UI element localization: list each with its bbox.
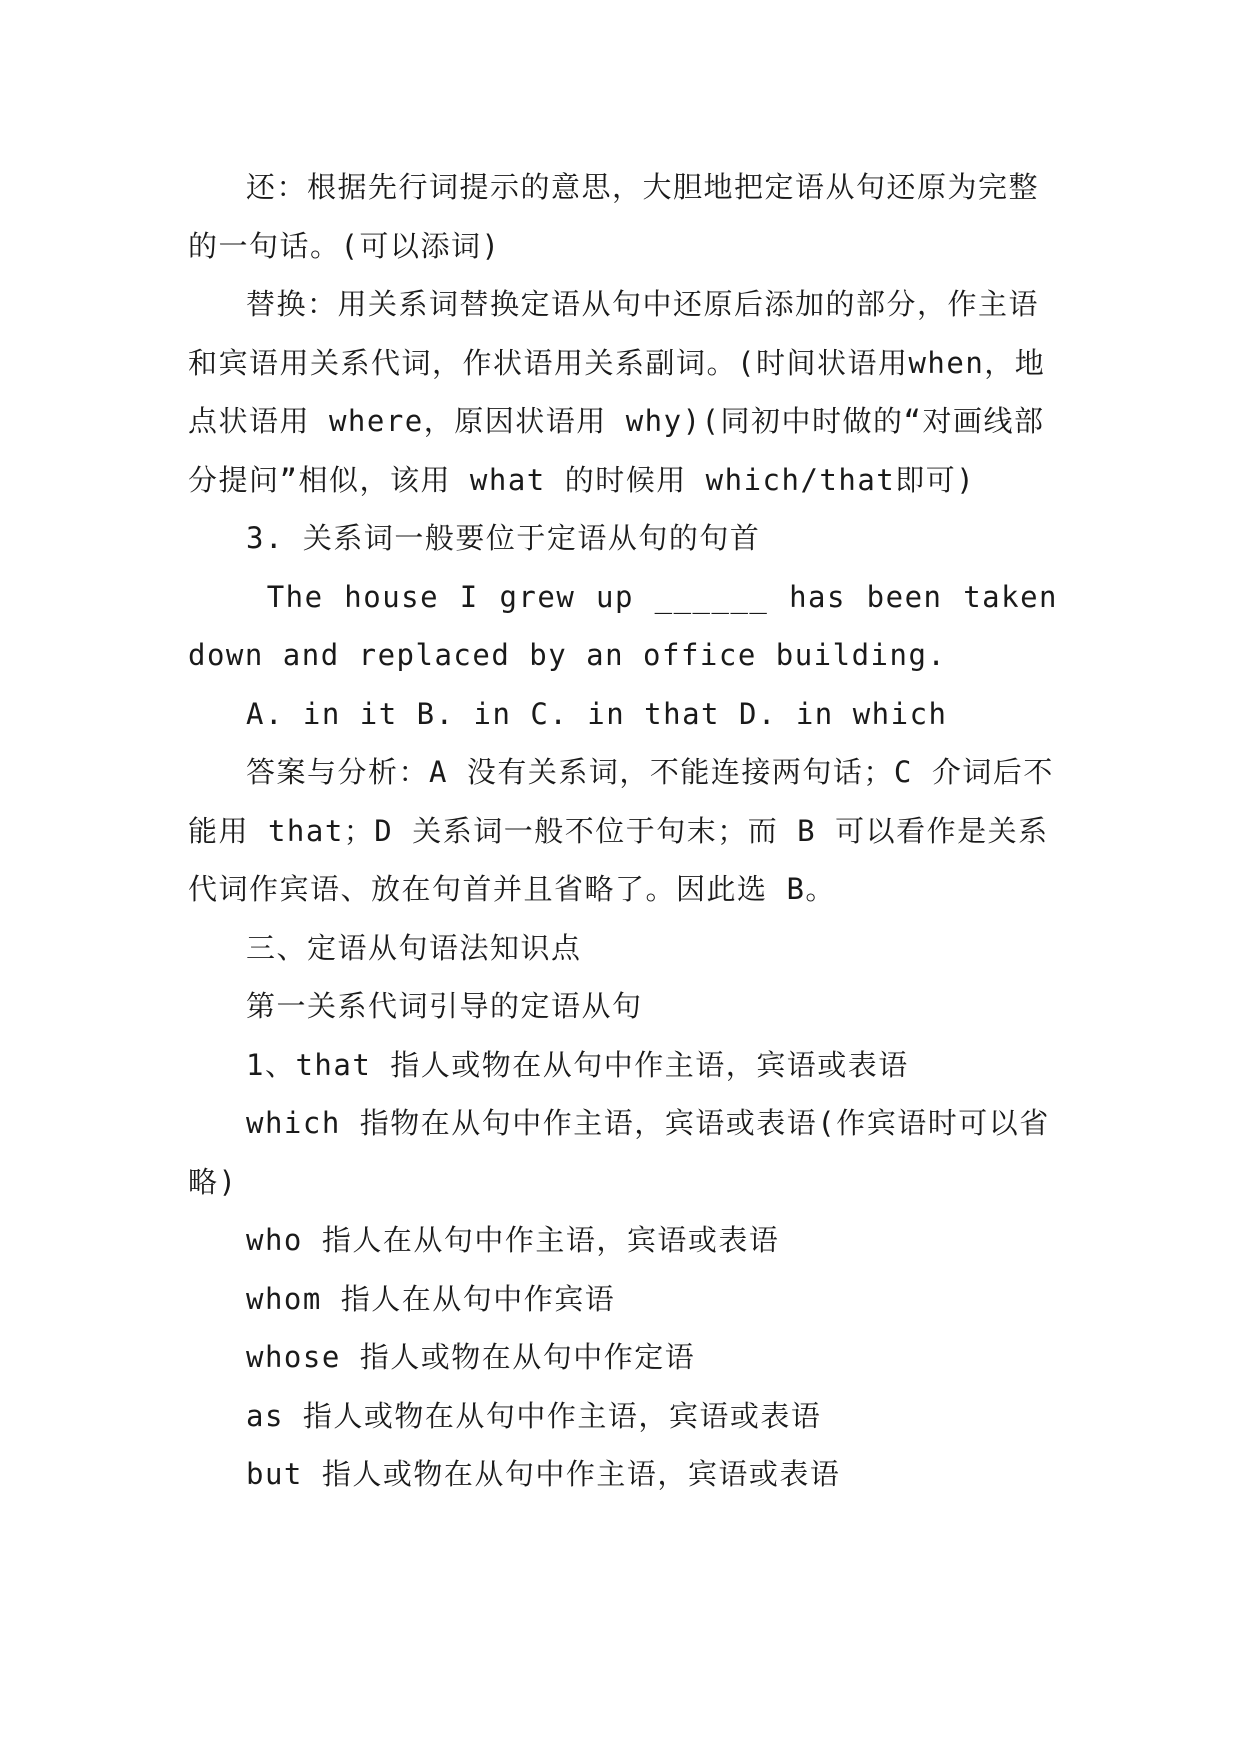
paragraph-rule-3: 3. 关系词一般要位于定语从句的句首: [246, 521, 761, 555]
list-item-whose: whose 指人或物在从句中作定语: [246, 1340, 696, 1374]
list-item-that: 1、that 指人或物在从句中作主语，宾语或表语: [246, 1047, 909, 1082]
list-item-who: who 指人在从句中作主语，宾语或表语: [246, 1223, 780, 1257]
list-item-but: but 指人或物在从句中作主语，宾语或表语: [246, 1457, 841, 1491]
document-body: [188, 158, 1077, 1504]
list-item-as: as 指人或物在从句中作主语，宾语或表语: [246, 1398, 822, 1433]
paragraph-restore-step: 还：根据先行词提示的意思，大胆地把定语从句还原为完整的一句话。(可以添词): [188, 170, 1040, 263]
paragraph-replace-step: 替换：用关系词替换定语从句中还原后添加的部分，作主语和宾语用关系代词，作状语用关系副词。(时间状语用when，地点状语用 where，原因状语用 why)(同初中时做的“对画线部分提问”相似，该用 what 的时候用 which/that即可): [188, 287, 1046, 497]
paragraph-answer-options: A. in it B. in C. in that D. in which: [246, 696, 948, 731]
section-heading-grammar-points: 三、定语从句语法知识点: [246, 930, 582, 965]
list-item-which: which 指物在从句中作主语，宾语或表语(作宾语时可以省略): [188, 1106, 1050, 1199]
paragraph-example-question: The house I grew up ______ has been taken down and replaced by an office building.: [188, 579, 1077, 672]
subheading-relative-pronouns: 第一关系代词引导的定语从句: [246, 989, 643, 1023]
paragraph-answer-analysis: 答案与分析：A 没有关系词，不能连接两句话；C 介词后不能用 that；D 关系词一般不位于句末；而 B 可以看作是关系代词作宾语、放在句首并且省略了。因此选 B。: [188, 755, 1054, 906]
list-item-whom: whom 指人在从句中作宾语: [246, 1281, 616, 1316]
